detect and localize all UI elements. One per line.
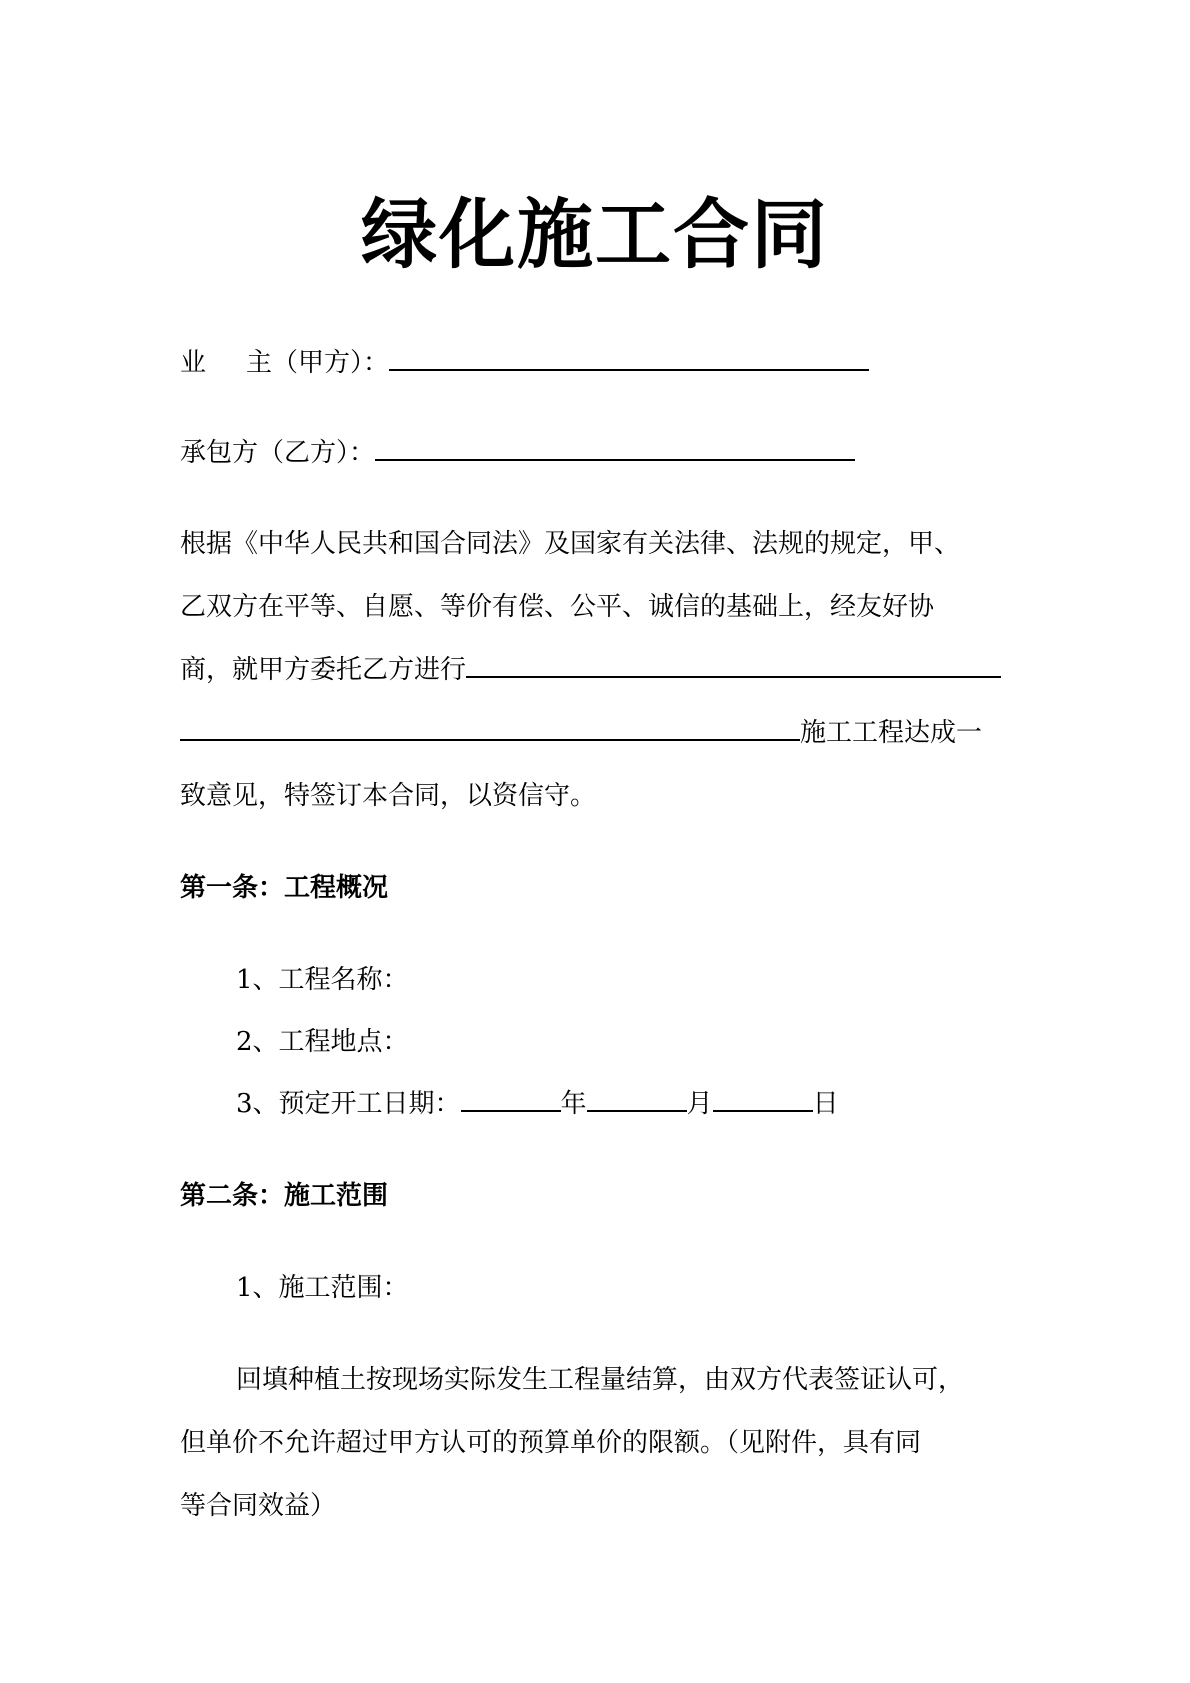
intro-line-3-text: 商，就甲方委托乙方进行	[180, 655, 467, 685]
month-blank	[587, 1088, 687, 1112]
party-a-blank	[389, 347, 869, 371]
article-1-item-3	[236, 1086, 839, 1122]
article-2-heading: 第二条：施工范围	[180, 1181, 389, 1211]
year-label: 年	[560, 1089, 587, 1119]
year-blank	[461, 1088, 561, 1112]
article-2-para-line-2: 但单价不允许超过甲方认可的预算单价的限额。（见附件，具有同	[180, 1428, 922, 1458]
article-2-para-line-3: 等合同效益）	[180, 1491, 337, 1521]
intro-blank-1	[466, 654, 1001, 678]
article-2-para-line-1: 回填种植土按现场实际发生工程量结算，由双方代表签证认可，	[236, 1365, 965, 1395]
intro-line-4	[180, 715, 982, 751]
article-1-item-2: 2、工程地点：	[236, 1027, 409, 1057]
intro-blank-2	[180, 717, 800, 741]
intro-line-2: 乙双方在平等、自愿、等价有偿、公平、诚信的基础上，经友好协	[180, 592, 935, 622]
intro-line-1: 根据《中华人民共和国合同法》及国家有关法律、法规的规定，甲、	[180, 529, 961, 559]
article-2-item-1: 1、施工范围：	[236, 1273, 409, 1303]
party-b-blank	[375, 437, 855, 461]
party-a-label-1: 业	[180, 348, 207, 378]
article-1-item-1: 1、工程名称：	[236, 965, 409, 995]
party-a-line	[180, 345, 869, 381]
day-blank	[713, 1088, 813, 1112]
day-label: 日	[812, 1089, 839, 1119]
intro-line-5: 致意见，特签订本合同，以资信守。	[180, 781, 597, 811]
article-1-heading: 第一条：工程概况	[180, 873, 389, 903]
intro-line-4-text: 施工工程达成一	[800, 718, 983, 748]
party-a-label-2: 主（甲方）：	[246, 348, 390, 378]
party-b-line	[180, 435, 855, 471]
party-b-label: 承包方（乙方）：	[180, 438, 376, 468]
document-title: 绿化施工合同	[361, 190, 829, 279]
month-label: 月	[686, 1089, 713, 1119]
intro-line-3	[180, 652, 1001, 688]
start-date-label: 3、预定开工日期：	[236, 1089, 461, 1119]
